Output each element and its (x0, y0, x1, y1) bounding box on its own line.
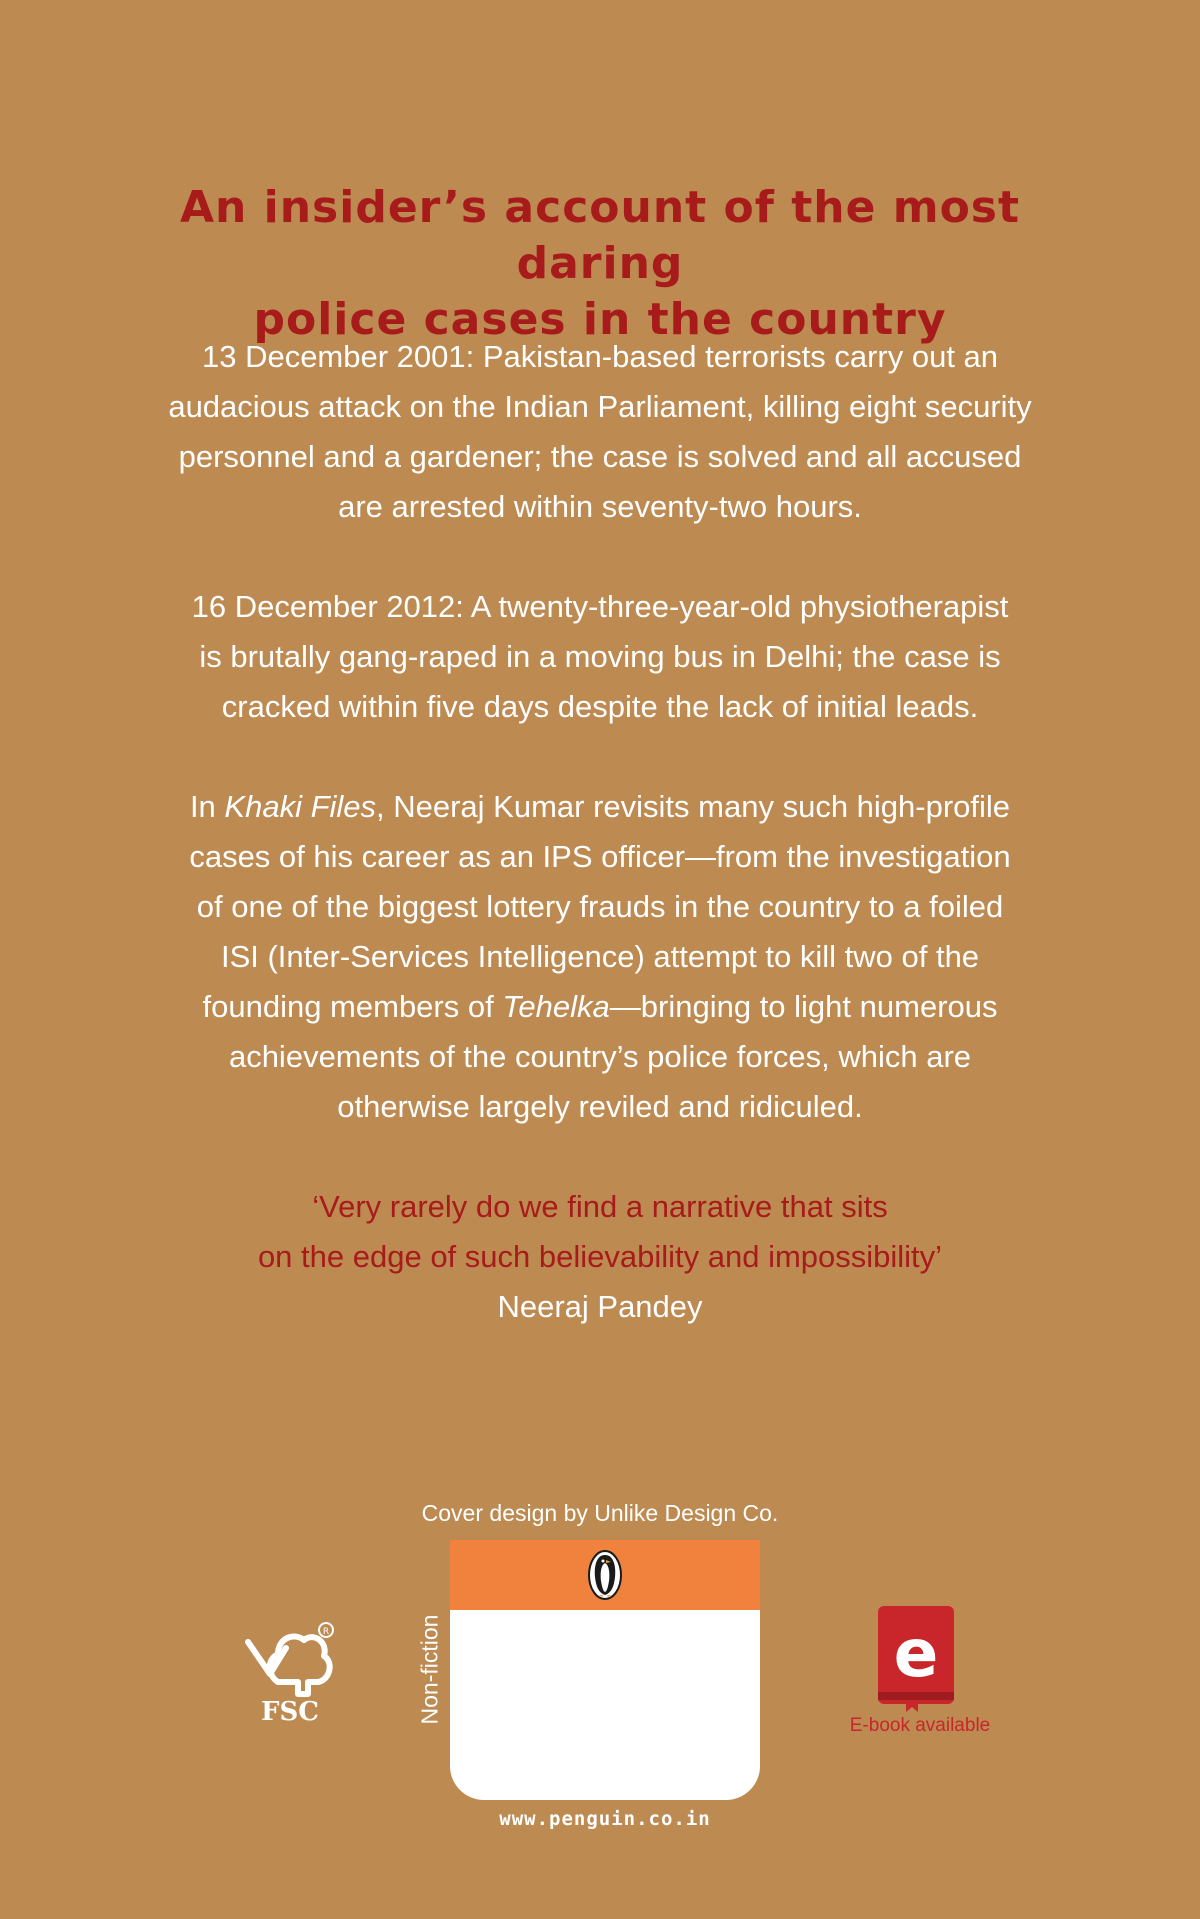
text-run: founding members of (202, 989, 503, 1024)
fsc-label: FSC (261, 1697, 319, 1727)
ebook-available-label: E-book available (849, 1715, 991, 1736)
paragraph-line: otherwise largely reviled and ridiculed. (337, 1089, 863, 1124)
paragraph-line: are arrested within seventy-two hours. (338, 489, 862, 524)
paragraph-line: ISI (Inter-Services Intelligence) attempt to kill two of the (220, 939, 980, 974)
publisher-website: www.penguin.co.in (499, 1808, 711, 1830)
quote-line-1: ‘Very rarely do we find a narrative that sits (312, 1189, 888, 1224)
paragraph-book-summary (100, 782, 1100, 1132)
paragraph-line: of one of the biggest lottery frauds in the country to a foiled (196, 889, 1004, 924)
paragraph-line: achievements of the country’s police forces, which are (228, 1039, 972, 1074)
paragraph-line: is brutally gang-raped in a moving bus in Delhi; the case is (199, 639, 1001, 674)
svg-text:R: R (322, 1627, 330, 1637)
paragraph-line: cases of his career as an IPS officer—from the investigation (189, 839, 1011, 874)
headline-line-2: police cases in the country (253, 294, 947, 345)
penguin-logo-icon (587, 1549, 623, 1601)
quote-line-2: on the edge of such believability and impossibility’ (257, 1239, 943, 1274)
paragraph-delhi-case (100, 582, 1100, 732)
penguin-badge (450, 1540, 760, 1800)
endorsement-quote (100, 1182, 1100, 1332)
paragraph-line (100, 982, 1100, 1032)
paragraph-line: audacious attack on the Indian Parliament, killing eight security (168, 389, 1032, 424)
paragraph-parliament-attack (100, 332, 1100, 532)
quote-author: Neeraj Pandey (497, 1289, 703, 1324)
paragraph-line: 13 December 2001: Pakistan-based terrorists carry out an (201, 339, 999, 374)
badge-orange-band (450, 1540, 760, 1610)
headline (100, 180, 1100, 348)
headline-line-1: An insider’s account of the most daring (179, 182, 1021, 289)
book-title-italic: Khaki Files (224, 789, 377, 824)
ebook-letter: e (893, 1615, 939, 1692)
paragraph-line (100, 782, 1100, 832)
text-run: In (189, 789, 225, 824)
paragraph-line: 16 December 2012: A twenty-three-year-old physiotherapist (191, 589, 1009, 624)
ebook-icon (876, 1604, 956, 1712)
text-run: —bringing to light numerous (609, 989, 998, 1024)
paragraph-line: personnel and a gardener; the case is solved and all accused (178, 439, 1022, 474)
genre-label: Non-fiction (416, 1614, 443, 1725)
paragraph-line: cracked within five days despite the lack of initial leads. (221, 689, 979, 724)
cover-design-credit: Cover design by Unlike Design Co. (421, 1500, 779, 1526)
badge-white-panel (450, 1610, 760, 1800)
publication-name-italic: Tehelka (502, 989, 610, 1024)
text-run: , Neeraj Kumar revisits many such high-profile (376, 789, 1011, 824)
